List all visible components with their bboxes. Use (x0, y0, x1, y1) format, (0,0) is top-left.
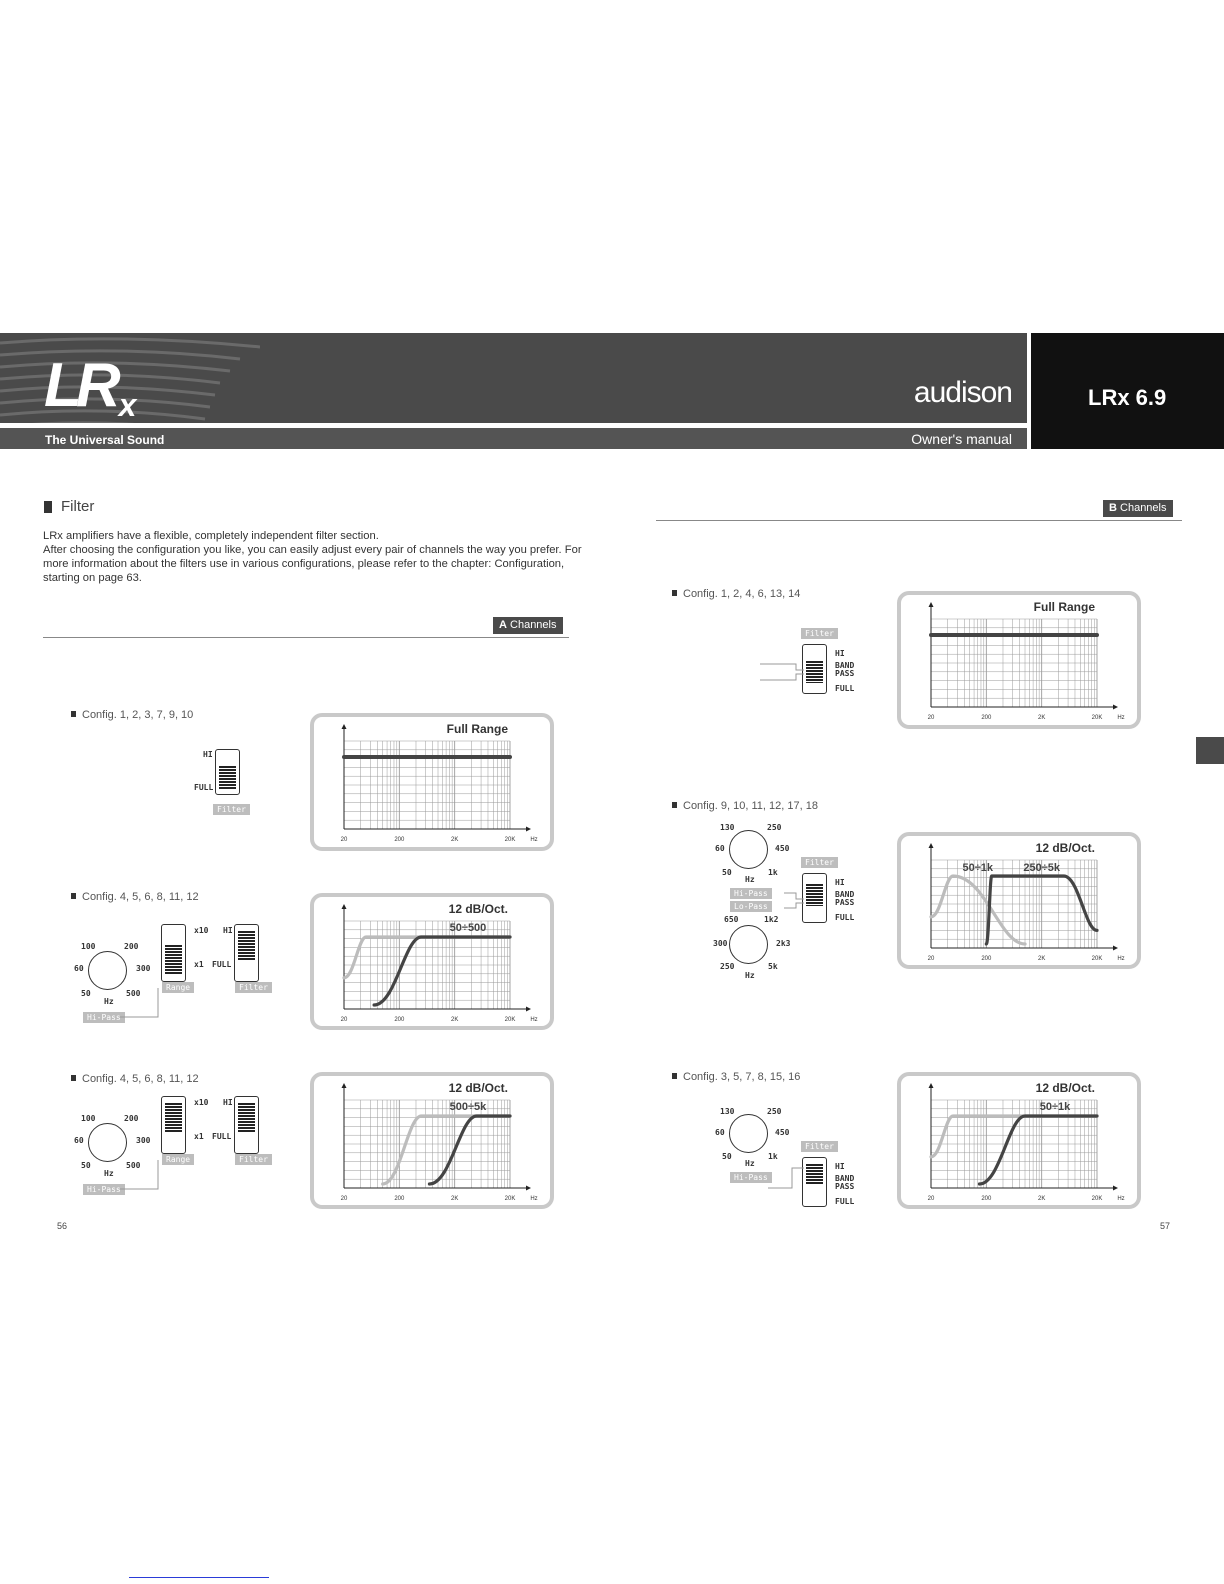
section-bullet (44, 501, 52, 513)
frequency-dial-b2-lopass[interactable] (729, 925, 768, 964)
x-axis-arrow (526, 1007, 531, 1012)
tagline: The Universal Sound (45, 433, 165, 447)
range-switch-a2[interactable] (161, 924, 186, 982)
x10-label: x10 (194, 926, 209, 935)
footer-line (129, 1577, 269, 1578)
dial-label: 50 (722, 1152, 732, 1161)
x-tick-label: 20K (504, 1196, 516, 1202)
chart-title: 12 dB/Oct. (448, 902, 508, 916)
divider-a (43, 637, 569, 638)
filter-switch-a3[interactable] (234, 1096, 259, 1154)
frequency-dial-b2-hipass[interactable] (729, 830, 768, 869)
x-tick-label: 20K (504, 1017, 516, 1023)
x-tick-label: 20 (927, 956, 935, 962)
dial-label: 100 (81, 942, 96, 951)
x-tick-label: 2K (450, 1196, 459, 1202)
range-tag: Range (162, 982, 194, 993)
chart-title: 12 dB/Oct. (1035, 1081, 1095, 1095)
hi-label: HI (835, 649, 845, 658)
x-axis-arrow (526, 827, 531, 832)
filter-tag: Filter (235, 982, 272, 993)
chart-title: Full Range (446, 722, 508, 736)
x-axis-arrow (1113, 946, 1118, 951)
grid (344, 741, 510, 829)
model-name: LRx 6.9 (1088, 385, 1167, 410)
chart-b1 (897, 591, 1141, 729)
x-tick-label: 2K (1037, 1196, 1046, 1202)
chart-annotation: 50÷1k (1039, 1101, 1071, 1113)
chart-title: 12 dB/Oct. (1035, 841, 1095, 855)
connector-line (784, 890, 804, 912)
chart-a2 (310, 893, 554, 1030)
range-switch-a3[interactable] (161, 1096, 186, 1154)
hz-label: Hz (745, 1159, 755, 1168)
x-tick-label: 20K (1091, 1196, 1103, 1202)
dial-label: 60 (74, 1136, 84, 1145)
section-title: Filter (61, 498, 95, 515)
filter-tag: Filter (801, 857, 838, 868)
config-label-b1: Config. 1, 2, 4, 6, 13, 14 (672, 588, 800, 600)
x10-label: x10 (194, 1098, 209, 1107)
x1-label: x1 (194, 1132, 204, 1141)
lopass-tag: Lo-Pass (730, 901, 772, 912)
frequency-dial-a3[interactable] (88, 1123, 127, 1162)
x-axis-arrow (1113, 705, 1118, 710)
b-channels-badge: B Channels (1103, 500, 1173, 517)
full-label: FULL (835, 913, 855, 922)
hi-label: HI (835, 1162, 845, 1171)
intro-text (43, 529, 583, 585)
x-tick-label: 200 (394, 1017, 405, 1023)
grid (344, 921, 510, 1009)
full-label: FULL (194, 783, 214, 792)
x-tick-label: 2K (1037, 956, 1046, 962)
x-tick-label: 20 (927, 715, 935, 721)
dial-label: 50 (81, 1161, 91, 1170)
x-tick-label: Hz (530, 1196, 538, 1202)
chart-a1-svg (314, 717, 550, 847)
band-label: BAND (835, 661, 855, 670)
brand-name: audison (913, 376, 1012, 409)
hipass-tag: Hi-Pass (730, 1172, 772, 1183)
dial-label: 130 (720, 1107, 735, 1116)
grid (931, 860, 1097, 948)
frequency-dial-b3[interactable] (729, 1114, 768, 1153)
hi-label: HI (223, 926, 233, 935)
dial-label: 250 (720, 962, 735, 971)
hz-label: Hz (745, 971, 755, 980)
page-number-right: 57 (1160, 1221, 1171, 1231)
chart-title: Full Range (1033, 600, 1095, 614)
config-label-a3: Config. 4, 5, 6, 8, 11, 12 (71, 1073, 199, 1085)
config-label-a2: Config. 4, 5, 6, 8, 11, 12 (71, 891, 199, 903)
config-label-b3: Config. 3, 5, 7, 8, 15, 16 (672, 1071, 800, 1083)
dial-label: 100 (81, 1114, 96, 1123)
connector-line (768, 1162, 804, 1190)
dial-label: 300 (136, 1136, 151, 1145)
intro-line-2: After choosing the configuration you like, you can easily adjust every pair of channels the way you prefer. For more information about the filters use in various configurations, please refer to the chapter: Configuration, starting on page 63. (43, 544, 582, 584)
dial-label: 450 (775, 844, 790, 853)
chart-annotation: 50÷500 (449, 922, 487, 934)
dial-label: 250 (767, 1107, 782, 1116)
dial-label: 50 (81, 989, 91, 998)
x-tick-label: 20 (340, 837, 348, 843)
filter-tag: Filter (801, 1141, 838, 1152)
chart-a3-svg (314, 1076, 550, 1206)
x-axis-arrow (1113, 1186, 1118, 1191)
grid (931, 619, 1097, 707)
dial-label: 200 (124, 1114, 139, 1123)
full-label: FULL (835, 684, 855, 693)
chart-b2-svg (901, 836, 1137, 966)
x-tick-label: Hz (1117, 956, 1125, 962)
dial-label: 1k (768, 868, 778, 877)
x-tick-label: Hz (530, 1017, 538, 1023)
frequency-dial-a2[interactable] (88, 951, 127, 990)
x-tick-label: 200 (394, 837, 405, 843)
filter-switch-b2[interactable] (802, 873, 827, 923)
divider-b (656, 520, 1182, 521)
page-number-left: 56 (57, 1221, 68, 1231)
filter-tag: Filter (801, 628, 838, 639)
dial-label: 60 (715, 1128, 725, 1137)
hz-label: Hz (745, 875, 755, 884)
hz-label: Hz (104, 997, 114, 1006)
hz-label: Hz (104, 1169, 114, 1178)
chart-annotation: 250÷5k (1023, 862, 1060, 874)
dial-label: 300 (136, 964, 151, 973)
hi-label: HI (835, 878, 845, 887)
full-label: FULL (212, 960, 232, 969)
hipass-tag: Hi-Pass (83, 1012, 125, 1023)
x-tick-label: 20 (340, 1017, 348, 1023)
y-axis-arrow (929, 1083, 934, 1088)
x-tick-label: Hz (1117, 715, 1125, 721)
config-label-b2: Config. 9, 10, 11, 12, 17, 18 (672, 800, 818, 812)
x-tick-label: 200 (981, 1196, 992, 1202)
filter-switch-b3[interactable] (802, 1157, 827, 1207)
dial-label: 60 (715, 844, 725, 853)
pass-label: PASS (835, 898, 855, 907)
connector-line (120, 1160, 165, 1190)
dial-label: 250 (767, 823, 782, 832)
side-tab (1196, 737, 1224, 764)
hi-label: HI (223, 1098, 233, 1107)
pass-label: PASS (835, 669, 855, 678)
grid (344, 1100, 510, 1188)
grid (931, 1100, 1097, 1188)
series-line (931, 1116, 1097, 1157)
x-tick-label: 20K (504, 837, 516, 843)
x-tick-label: 200 (981, 956, 992, 962)
dial-label: 500 (126, 1161, 141, 1170)
filter-switch-b1[interactable] (802, 644, 827, 694)
x-tick-label: Hz (1117, 1196, 1125, 1202)
filter-switch-a1[interactable] (215, 749, 240, 795)
dial-label: 50 (722, 868, 732, 877)
dial-label: 200 (124, 942, 139, 951)
chart-annotation: 500÷5k (449, 1101, 487, 1113)
filter-switch-a2[interactable] (234, 924, 259, 982)
chart-b3 (897, 1072, 1141, 1209)
x-axis-arrow (526, 1186, 531, 1191)
band-label: BAND (835, 890, 855, 899)
x-tick-label: 2K (450, 837, 459, 843)
range-tag: Range (162, 1154, 194, 1165)
dial-label: 130 (720, 823, 735, 832)
manual-subtitle: Owner's manual (911, 431, 1012, 447)
intro-line-1: LRx amplifiers have a flexible, completely independent filter section. (43, 530, 379, 542)
filter-tag: Filter (235, 1154, 272, 1165)
x-tick-label: Hz (530, 837, 538, 843)
x1-label: x1 (194, 960, 204, 969)
pass-label: PASS (835, 1182, 855, 1191)
dial-label: 5k (768, 962, 778, 971)
chart-a1 (310, 713, 554, 851)
chart-a2-svg (314, 897, 550, 1027)
x-tick-label: 20K (1091, 715, 1103, 721)
dial-label: 300 (713, 939, 728, 948)
y-axis-arrow (929, 843, 934, 848)
hipass-tag: Hi-Pass (83, 1184, 125, 1195)
dial-label: 1k2 (764, 915, 779, 924)
chart-b2 (897, 832, 1141, 969)
x-tick-label: 20 (927, 1196, 935, 1202)
x-tick-label: 2K (1037, 715, 1046, 721)
x-tick-label: 2K (450, 1017, 459, 1023)
chart-b1-svg (901, 595, 1137, 725)
x-tick-label: 200 (981, 715, 992, 721)
dial-label: 500 (126, 989, 141, 998)
chart-b3-svg (901, 1076, 1137, 1206)
chart-title: 12 dB/Oct. (448, 1081, 508, 1095)
x-tick-label: 20 (340, 1196, 348, 1202)
band-label: BAND (835, 1174, 855, 1183)
a-channels-badge: A Channels (493, 617, 563, 634)
chart-annotation: 50÷1k (962, 862, 994, 874)
y-axis-arrow (929, 602, 934, 607)
connector-line (760, 660, 804, 682)
dial-label: 60 (74, 964, 84, 973)
full-label: FULL (212, 1132, 232, 1141)
connector-line (120, 988, 165, 1018)
chart-a3 (310, 1072, 554, 1209)
hipass-tag: Hi-Pass (730, 888, 772, 899)
full-label: FULL (835, 1197, 855, 1206)
config-label-a1: Config. 1, 2, 3, 7, 9, 10 (71, 709, 193, 721)
hi-label: HI (203, 750, 213, 759)
dial-label: 1k (768, 1152, 778, 1161)
dial-label: 650 (724, 915, 739, 924)
y-axis-arrow (342, 1083, 347, 1088)
y-axis-arrow (342, 724, 347, 729)
dial-label: 2k3 (776, 939, 791, 948)
x-tick-label: 200 (394, 1196, 405, 1202)
y-axis-arrow (342, 904, 347, 909)
lrx-logo: LR x (44, 351, 137, 423)
dial-label: 450 (775, 1128, 790, 1137)
series-line (344, 937, 510, 978)
filter-tag: Filter (213, 804, 250, 815)
x-tick-label: 20K (1091, 956, 1103, 962)
